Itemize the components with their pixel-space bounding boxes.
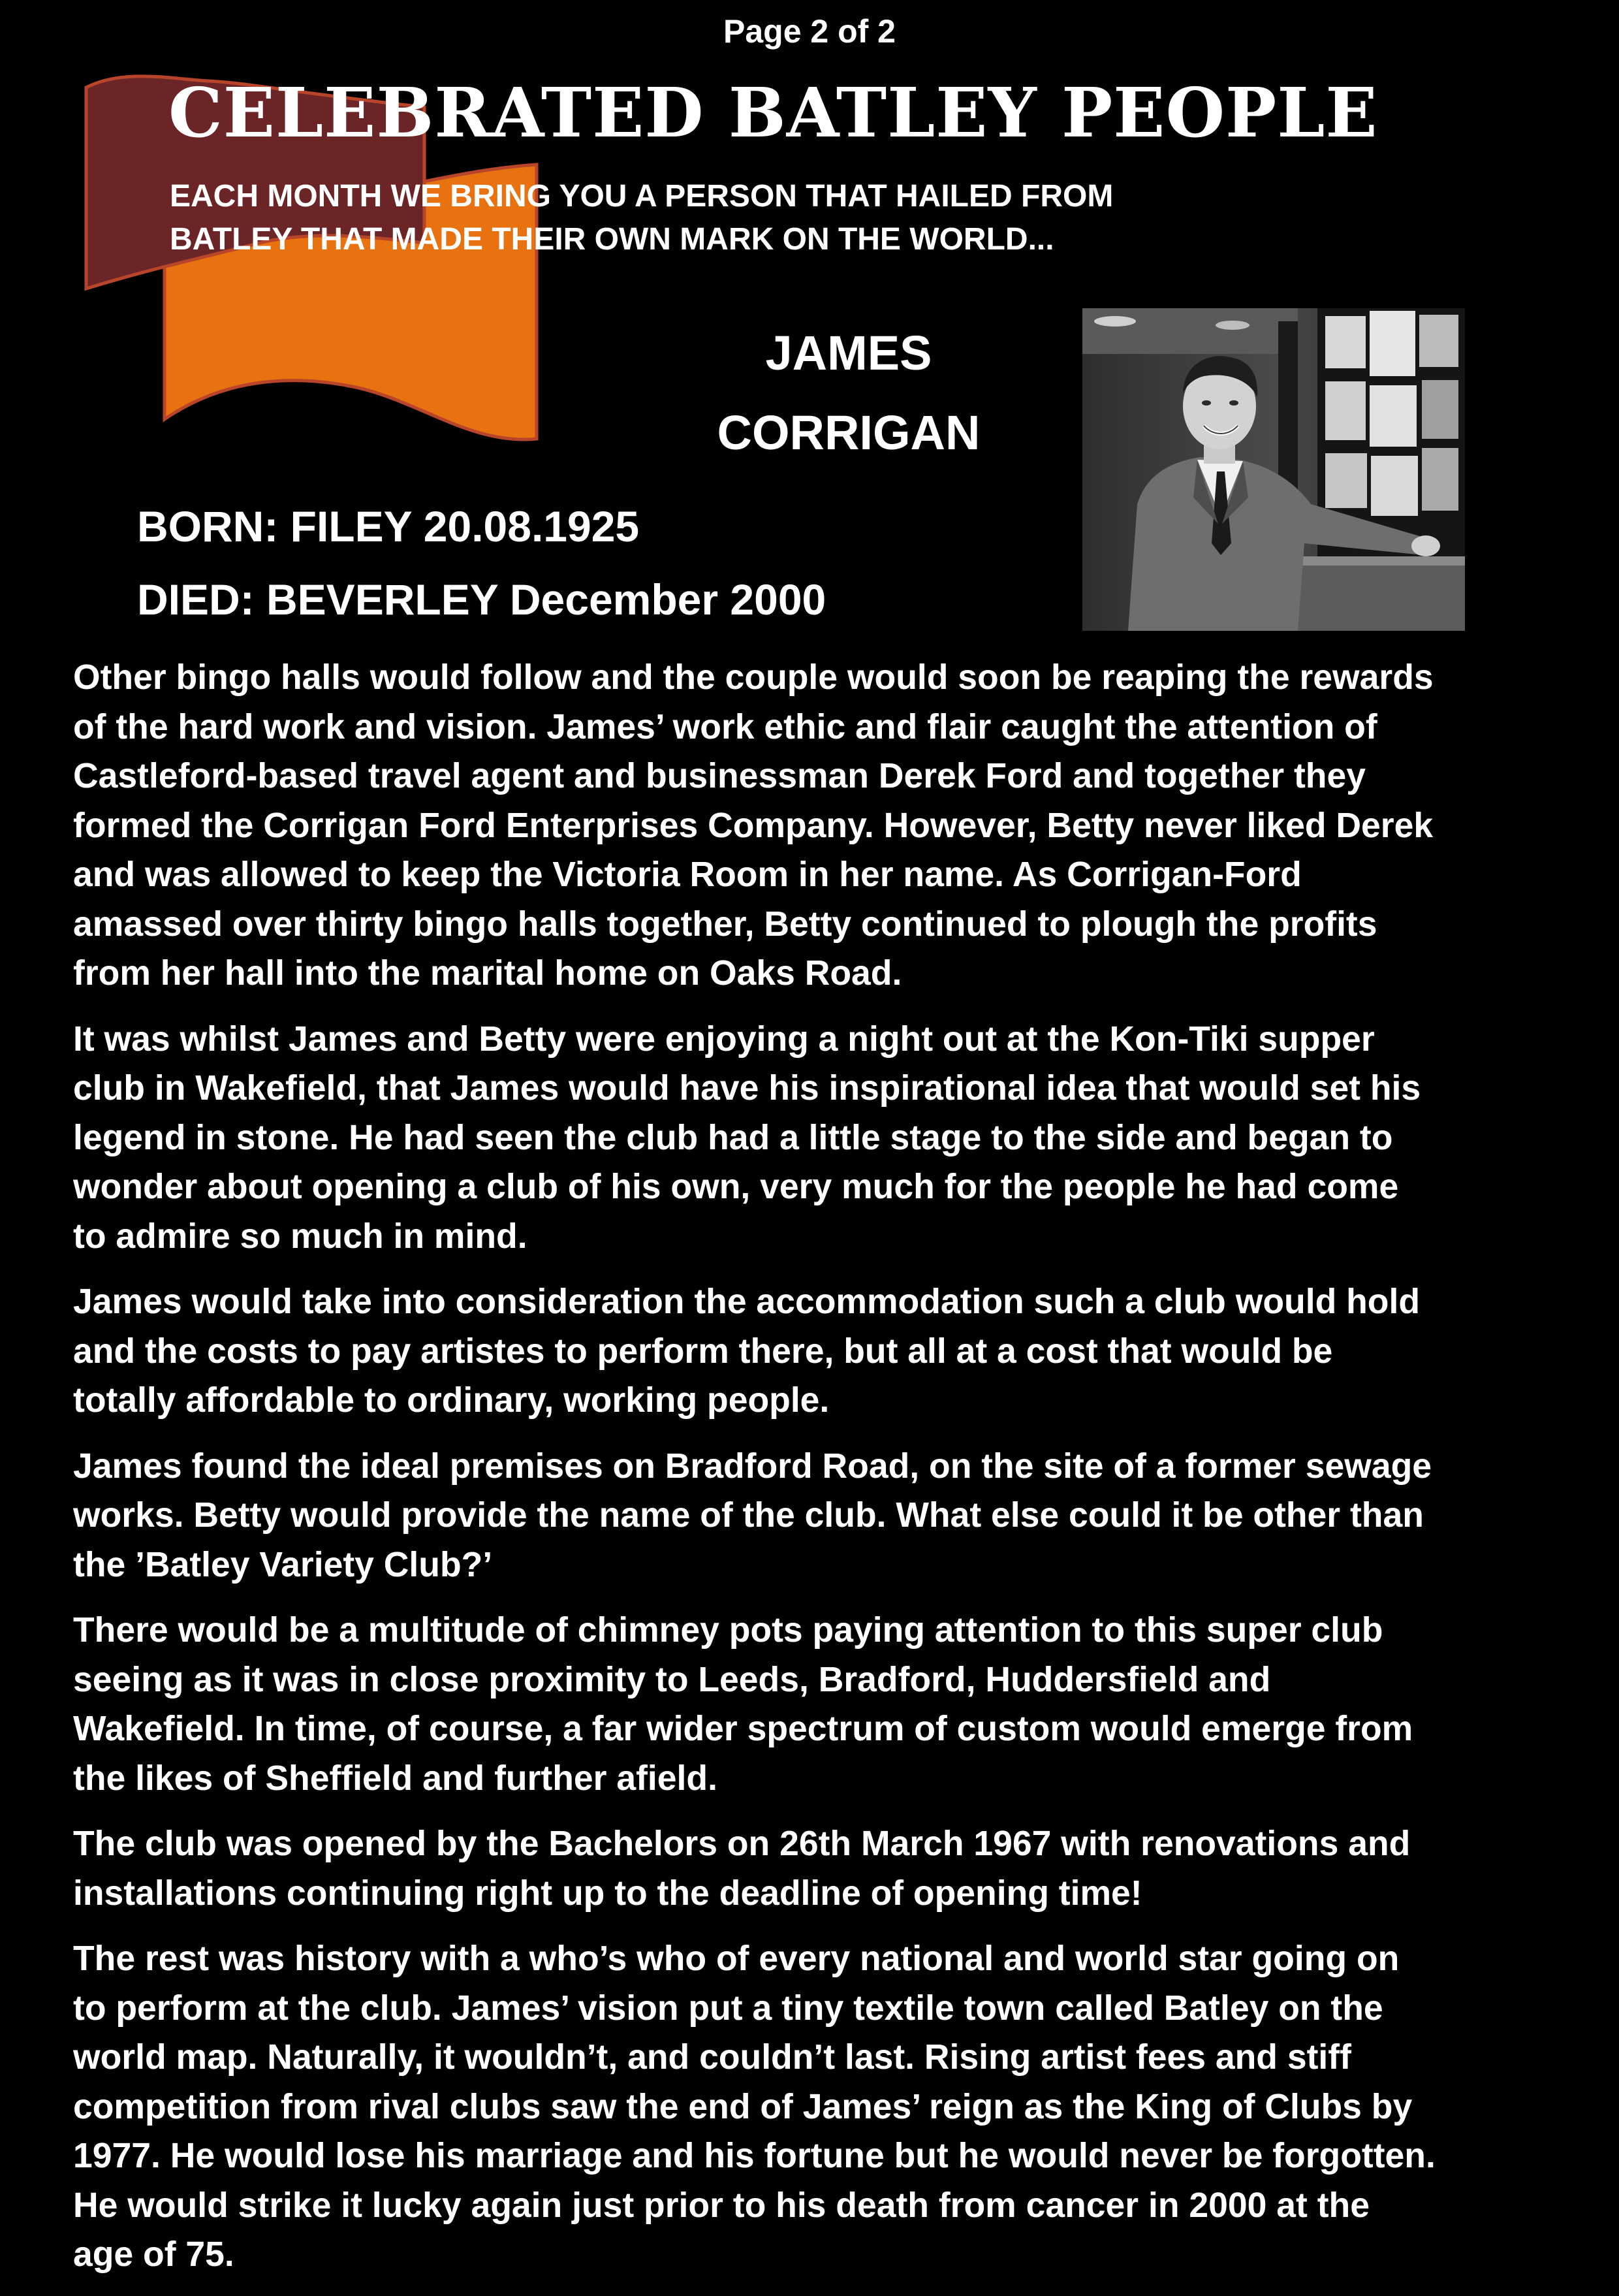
person-dates: [137, 490, 826, 636]
text-line: James found the ideal premises on Bradford Road, on the site of a former sewage: [73, 1446, 1432, 1486]
person-name: [653, 313, 1045, 473]
born-info: BORN: FILEY 20.08.1925: [137, 502, 640, 550]
text-line: There would be a multitude of chimney pots paying attention to this super club: [73, 1611, 1383, 1650]
text-line: and was allowed to keep the Victoria Room in her name. As Corrigan-Ford: [73, 855, 1302, 894]
text-line: He would strike it lucky again just prior to his death from cancer in 2000 at the: [73, 2186, 1370, 2225]
text-line: of the hard work and vision. James’ work ethic and flair caught the attention of: [73, 707, 1377, 746]
text-line: legend in stone. He had seen the club had a little stage to the side and began to: [73, 1118, 1393, 1157]
text-line: James would take into consideration the accommodation such a club would hold: [73, 1283, 1421, 1321]
text-line: 1977. He would lose his marriage and his fortune but he would never be forgotten.: [73, 2137, 1436, 2175]
page-subtitle: [170, 175, 1280, 261]
text-line: the ’Batley Variety Club?’: [73, 1545, 493, 1584]
page-title: CELEBRATED BATLEY PEOPLE: [168, 72, 1378, 153]
article-paragraph: [73, 1819, 1575, 1918]
article-paragraph: [73, 1277, 1575, 1426]
text-line: installations continuing right up to the deadline of opening time!: [73, 1873, 1142, 1913]
text-line: Wakefield. In time, of course, a far wider spectrum of custom would emerge from: [73, 1710, 1413, 1748]
article-paragraph: [73, 1934, 1575, 2280]
text-line: to admire so much in mind.: [73, 1217, 527, 1256]
subtitle-line: EACH MONTH WE BRING YOU A PERSON THAT HAILED FROM: [170, 179, 1114, 214]
text-line: totally affordable to ordinary, working people.: [73, 1381, 830, 1420]
text-line: It was whilst James and Betty were enjoying a night out at the Kon-Tiki supper: [73, 1019, 1375, 1059]
article-paragraph: [73, 1442, 1575, 1590]
text-line: The rest was history with a who’s who of every national and world star going on: [73, 1939, 1400, 1978]
text-line: wonder about opening a club of his own, very much for the people he had come: [73, 1168, 1399, 1206]
text-line: age of 75.: [73, 2235, 234, 2274]
person-last-name: CORRIGAN: [717, 406, 981, 460]
text-line: competition from rival clubs saw the end of James’ reign as the King of Clubs by: [73, 2087, 1413, 2126]
text-line: seeing as it was in close proximity to Leeds, Bradford, Huddersfield and: [73, 1660, 1271, 1699]
page-number: Page 2 of 2: [723, 13, 896, 50]
text-line: from her hall into the marital home on Oaks Road.: [73, 954, 902, 993]
subtitle-line: BATLEY THAT MADE THEIR OWN MARK ON THE WORLD...: [170, 222, 1054, 257]
portrait-photo: [1082, 308, 1465, 631]
person-first-name: JAMES: [765, 326, 932, 380]
text-line: the likes of Sheffield and further afield.: [73, 1759, 717, 1798]
text-line: formed the Corrigan Ford Enterprises Company. However, Betty never liked Derek: [73, 806, 1434, 845]
text-line: amassed over thirty bingo halls together, Betty continued to plough the profits: [73, 904, 1377, 944]
text-line: to perform at the club. James’ vision put a tiny textile town called Batley on the: [73, 1988, 1383, 2028]
text-line: The club was opened by the Bachelors on 26th March 1967 with renovations and: [73, 1825, 1411, 1863]
article-paragraph: [73, 653, 1575, 998]
article-paragraph: [73, 1606, 1575, 1803]
died-info: DIED: BEVERLEY December 2000: [137, 575, 826, 624]
article-paragraph: [73, 1015, 1575, 1262]
text-line: Castleford-based travel agent and businessman Derek Ford and together they: [73, 757, 1366, 795]
text-line: world map. Naturally, it wouldn’t, and couldn’t last. Rising artist fees and stiff: [73, 2038, 1351, 2077]
text-line: club in Wakefield, that James would have his inspirational idea that would set his: [73, 1069, 1421, 1108]
article-body: [73, 653, 1575, 2296]
text-line: Other bingo halls would follow and the couple would soon be reaping the rewards: [73, 658, 1434, 697]
text-line: and the costs to pay artistes to perform there, but all at a cost that would be: [73, 1331, 1333, 1371]
text-line: works. Betty would provide the name of the club. What else could it be other than: [73, 1496, 1424, 1535]
